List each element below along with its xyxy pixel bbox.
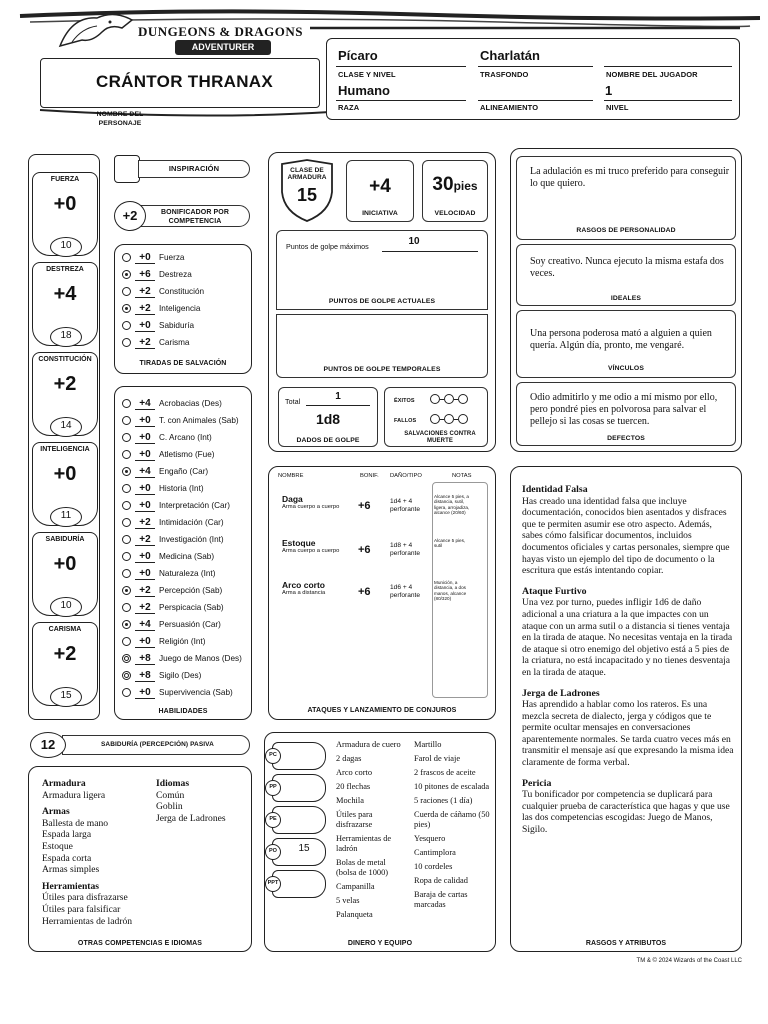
proficiencies-col-right	[156, 778, 250, 824]
attack-header-bonus: BONIF.	[360, 473, 379, 479]
proficiencies-col-left	[42, 778, 152, 927]
hit-dice-value[interactable]: 1d8	[315, 411, 341, 427]
equipment-col-right	[414, 740, 492, 910]
passive-wisdom-label: SABIDURÍA (PERCEPCIÓN) PASIVA	[62, 735, 250, 755]
personality-traits-label: RASGOS DE PERSONALIDAD	[576, 227, 676, 234]
background[interactable]: Charlatán	[480, 48, 540, 63]
tool-item: Herramientas de ladrón	[42, 915, 133, 927]
attack-type: Arma cuerpo a cuerpo	[282, 504, 340, 510]
equipment-item: Palanqueta	[336, 910, 373, 919]
saving-throw-label: Sabiduría	[159, 321, 195, 330]
feature-title: Identidad Falsa	[522, 484, 588, 495]
bonds-text: Una persona poderosa mató a alguien a quien quería. Algún día, pronto, me vengaré.	[530, 328, 712, 351]
skill-label: Sigilo (Des)	[159, 671, 202, 680]
initiative-label: INICIATIVA	[362, 210, 398, 217]
saving-throws-list	[114, 249, 252, 354]
skill-bubble[interactable]	[122, 416, 131, 425]
attacks-title: ATAQUES Y LANZAMIENTO DE CONJUROS	[307, 707, 457, 714]
skill-value: +4	[135, 398, 155, 410]
ability-score[interactable]: 11	[50, 507, 82, 527]
skill-label: Engaño (Car)	[159, 467, 209, 476]
equipment-item: Cantimplora	[414, 848, 456, 857]
weapon-item: Ballesta de mano	[42, 817, 109, 829]
attack-damage: 1d6 + 4 perforante	[390, 584, 421, 599]
coin-copper[interactable]	[269, 742, 326, 770]
equipment-item: 5 raciones (1 día)	[414, 796, 473, 805]
class-level-underline	[336, 66, 466, 67]
skill-bubble[interactable]	[122, 654, 131, 663]
ability-label: DESTREZA	[46, 266, 84, 273]
death-success-bubble[interactable]	[444, 394, 454, 404]
skill-value: +0	[135, 415, 155, 427]
initiative-value[interactable]: +4	[369, 176, 391, 197]
coin-icon: PE	[265, 812, 281, 828]
feature-item	[522, 688, 734, 769]
ability-score[interactable]: 15	[50, 687, 82, 707]
death-success-bubble[interactable]	[458, 394, 468, 404]
ability-label: CARISMA	[48, 626, 82, 633]
attack-damage: 1d4 + 4 perforante	[390, 498, 421, 513]
hp-current-label: PUNTOS DE GOLPE ACTUALES	[328, 298, 436, 305]
ability-score[interactable]: 18	[50, 327, 82, 347]
inspiration-checkbox[interactable]	[114, 155, 140, 183]
equipment-item: Herramientas de ladrón	[336, 834, 392, 853]
equipment-item: Farol de viaje	[414, 754, 461, 763]
skill-row[interactable]	[122, 684, 246, 701]
ability-strength[interactable]	[32, 172, 98, 256]
equipment-item: Arco corto	[336, 768, 373, 777]
skill-label: Medicina (Sab)	[159, 552, 215, 561]
skill-label: Atletismo (Fue)	[159, 450, 215, 459]
skill-row[interactable]	[122, 531, 246, 548]
death-success-label: ÉXITOS	[394, 398, 415, 404]
hit-dice-total-value[interactable]: 1	[335, 391, 341, 402]
skills-title: HABILIDADES	[158, 708, 208, 715]
bonds-label: VÍNCULOS	[608, 365, 644, 372]
equipment-item: 2 frascos de aceite	[414, 768, 476, 777]
saving-throw-row[interactable]	[122, 283, 246, 300]
death-fail-bubbles[interactable]	[430, 414, 468, 424]
feature-item	[522, 586, 734, 679]
bonds[interactable]	[530, 328, 730, 352]
equipment-item: 2 dagas	[336, 754, 362, 763]
features-title: RASGOS Y ATRIBUTOS	[585, 940, 667, 947]
equipment-item: Útiles para disfrazarse	[336, 810, 373, 829]
level-underline	[604, 100, 732, 101]
ability-intelligence[interactable]	[32, 442, 98, 526]
equipment-item: 5 velas	[336, 896, 360, 905]
attack-name: Arco corto	[282, 580, 325, 590]
feature-title: Pericia	[522, 777, 552, 789]
skill-label: Interpretación (Car)	[159, 501, 230, 510]
language-item: Jerga de Ladrones	[156, 812, 226, 824]
saving-throw-value: +2	[135, 303, 155, 315]
skill-bubble[interactable]	[122, 688, 131, 697]
skill-value: +2	[135, 602, 155, 614]
saving-throw-row[interactable]	[122, 266, 246, 283]
proficiency-bubble[interactable]	[122, 253, 131, 262]
features-list	[522, 484, 734, 836]
skill-label: Supervivencia (Sab)	[159, 688, 233, 697]
skill-bubble[interactable]	[122, 552, 131, 561]
skill-value: +0	[135, 551, 155, 563]
player-name-label: NOMBRE DEL JUGADOR	[606, 70, 698, 79]
death-fail-bubble[interactable]	[430, 414, 440, 424]
skill-row[interactable]	[122, 412, 246, 429]
skill-row[interactable]	[122, 667, 246, 684]
skill-value: +0	[135, 500, 155, 512]
race[interactable]: Humano	[338, 83, 390, 98]
skill-row[interactable]	[122, 463, 246, 480]
proficiencies-title: OTRAS COMPETENCIAS E IDIOMAS	[77, 940, 203, 947]
skill-label: Juego de Manos (Des)	[159, 654, 242, 663]
equipment-item: 10 cordeles	[414, 862, 453, 871]
flaws-label: DEFECTOS	[607, 435, 645, 442]
attack-bonus: +6	[358, 544, 371, 556]
proficiency-bubble[interactable]	[122, 321, 131, 330]
skill-label: Religión (Int)	[159, 637, 206, 646]
skill-label: T. con Animales (Sab)	[159, 416, 239, 425]
attack-bonus: +6	[358, 500, 371, 512]
skill-bubble[interactable]	[122, 569, 131, 578]
armor-class-label: CLASE DE ARMADURA	[287, 167, 327, 181]
skill-bubble[interactable]	[122, 586, 131, 595]
coin-icon: PO	[265, 844, 281, 860]
skill-bubble[interactable]	[122, 637, 131, 646]
armor-item: Armadura ligera	[42, 789, 106, 801]
skill-row[interactable]	[122, 429, 246, 446]
attack-header-name: NOMBRE	[278, 473, 304, 479]
ability-score[interactable]: 10	[50, 237, 82, 257]
skill-value: +0	[135, 483, 155, 495]
equipment-item: Bolas de metal (bolsa de 1000)	[336, 858, 389, 877]
skill-bubble[interactable]	[122, 467, 131, 476]
race-label: RAZA	[338, 103, 360, 112]
speed-value[interactable]: 30	[432, 174, 454, 195]
skill-value: +4	[135, 466, 155, 478]
saving-throw-row[interactable]	[122, 249, 246, 266]
saving-throw-label: Carisma	[159, 338, 190, 347]
attack-type: Arma a distancia	[282, 590, 326, 596]
proficiency-bubble[interactable]	[122, 338, 131, 347]
equipment-item: Armadura de cuero	[336, 740, 401, 749]
skill-value: +0	[135, 687, 155, 699]
ability-label: SABIDURÍA	[45, 536, 85, 543]
equipment-title: DINERO Y EQUIPO	[347, 940, 413, 947]
skill-label: Percepción (Sab)	[159, 586, 223, 595]
skill-row[interactable]	[122, 599, 246, 616]
skill-value: +0	[135, 432, 155, 444]
attack-header-notes: NOTAS	[452, 473, 472, 479]
skill-row[interactable]	[122, 616, 246, 633]
armor-title: Armadura	[42, 778, 86, 789]
ability-modifier: +2	[53, 373, 77, 395]
player-underline	[604, 66, 732, 67]
saving-throws-title: TIRADAS DE SALVACIÓN	[139, 360, 227, 367]
attack-notes: Munición, a distancia, a dos manos, alcance (80/320)	[434, 580, 467, 602]
character-name-label: NOMBRE DEL PERSONAJE	[96, 111, 144, 127]
ideals[interactable]	[530, 256, 730, 280]
speed-unit: pies	[453, 179, 478, 193]
skill-bubble[interactable]	[122, 535, 131, 544]
attack-name: Estoque	[282, 538, 316, 548]
ideals-text: Soy creativo. Nunca ejecuto la misma estafa dos veces.	[530, 256, 724, 279]
ability-score[interactable]: 10	[50, 597, 82, 617]
skill-bubble[interactable]	[122, 518, 131, 527]
header	[0, 0, 768, 140]
saving-throw-row[interactable]	[122, 317, 246, 334]
inspiration-label: INSPIRACIÓN	[138, 160, 250, 178]
skill-bubble[interactable]	[122, 671, 131, 680]
skill-row[interactable]	[122, 582, 246, 599]
attack-name: Daga	[282, 494, 303, 504]
skill-label: Investigación (Int)	[159, 535, 224, 544]
skill-value: +4	[135, 619, 155, 631]
language-item: Goblin	[156, 801, 183, 813]
speed-value-wrap	[422, 174, 488, 196]
hp-max-underline	[382, 251, 478, 252]
skill-row[interactable]	[122, 565, 246, 582]
equipment-item: Yesquero	[414, 834, 446, 843]
equipment-item: Mochila	[336, 796, 364, 805]
ability-score[interactable]: 14	[50, 417, 82, 437]
skill-bubble[interactable]	[122, 603, 131, 612]
saving-throw-label: Constitución	[159, 287, 205, 296]
skill-bubble[interactable]	[122, 501, 131, 510]
attack-notes: Alcance 5 pies, a distancia, sutil, ligera, arrojadiza, alcance (20/60)	[434, 494, 470, 516]
attack-notes: Alcance 5 pies, sutil	[434, 538, 466, 549]
skill-row[interactable]	[122, 480, 246, 497]
coin-icon: PP	[265, 780, 281, 796]
feature-text: Has creado una identidad falsa que incluye documentación, conocidos bien asentados y disfraces que te permiten asumir ese otro aspecto. Además, sabes cómo falsificar documentos, incluidos documentos oficiales y cartas personales, siempre que hayas visto un ejemplo del tipo de documento o la escritura que estás intentando copiar.	[522, 495, 730, 577]
feature-text: Tu bonificador por competencia se duplicará para cualquier prueba de característica que hagas y que use las dos competencias escogidas: Juego de Manos, Sigilo.	[522, 789, 730, 836]
saving-throw-value: +2	[135, 286, 155, 298]
feature-title: Ataque Furtivo	[522, 585, 587, 597]
equipment-item: 20 flechas	[336, 782, 371, 791]
proficiency-bubble[interactable]	[122, 270, 131, 279]
weapon-item: Armas simples	[42, 864, 100, 876]
logo-title: DUNGEONS & DRAGONS	[138, 24, 304, 39]
skill-value: +2	[135, 517, 155, 529]
hp-max-value[interactable]: 10	[408, 236, 420, 247]
feature-title: Jerga de Ladrones	[522, 687, 600, 699]
equipment-item: Cuerda de cáñamo (50 pies)	[414, 810, 490, 829]
attack-bonus: +6	[358, 586, 371, 598]
ability-wisdom[interactable]	[32, 532, 98, 616]
ability-modifier: +0	[53, 553, 77, 575]
feature-item	[522, 778, 734, 836]
languages-title: Idiomas	[156, 778, 190, 789]
proficiency-bonus-label: BONIFICADOR POR COMPETENCIA	[140, 205, 250, 227]
saving-throw-value: +0	[135, 320, 155, 332]
saving-throw-label: Destreza	[159, 270, 192, 279]
race-underline	[336, 100, 466, 101]
hp-temp-label: PUNTOS DE GOLPE TEMPORALES	[323, 366, 441, 373]
weapon-item: Espada larga	[42, 829, 92, 841]
equipment-item: 10 pitones de escalada	[414, 782, 490, 791]
ability-label: INTELIGENCIA	[40, 446, 90, 453]
coin-icon: PPT	[265, 876, 281, 892]
hit-dice-total-label: Total	[285, 397, 301, 406]
coin-gold[interactable]	[269, 838, 326, 866]
saving-throw-label: Inteligencia	[159, 304, 201, 313]
skill-bubble[interactable]	[122, 484, 131, 493]
attack-type: Arma cuerpo a cuerpo	[282, 548, 340, 554]
skill-label: Acrobacias (Des)	[159, 399, 222, 408]
skill-bubble[interactable]	[122, 450, 131, 459]
weapons-title: Armas	[42, 806, 70, 818]
death-success-bubble[interactable]	[430, 394, 440, 404]
skill-bubble[interactable]	[122, 433, 131, 442]
saving-throw-row[interactable]	[122, 334, 246, 351]
equipment-item: Martillo	[414, 740, 442, 749]
skill-label: Perspicacia (Sab)	[159, 603, 224, 612]
skill-value: +2	[135, 585, 155, 597]
saving-throw-row[interactable]	[122, 300, 246, 317]
hit-dice-total-underline	[306, 405, 370, 406]
background-label: TRASFONDO	[480, 70, 529, 79]
proficiency-bubble[interactable]	[122, 304, 131, 313]
skill-value: +2	[135, 534, 155, 546]
logo-subtitle-banner: ADVENTURER	[175, 40, 271, 55]
skill-value: +0	[135, 636, 155, 648]
proficiency-bonus-value[interactable]: +2	[114, 201, 146, 231]
skill-row[interactable]	[122, 395, 246, 412]
saving-throw-value: +0	[135, 252, 155, 264]
personality-traits-text: La adulación es mi truco preferido para conseguir lo que quiero.	[530, 166, 730, 189]
skill-value: +0	[135, 568, 155, 580]
skill-row[interactable]	[122, 650, 246, 667]
skill-row[interactable]	[122, 497, 246, 514]
death-fail-bubble[interactable]	[458, 414, 468, 424]
background-underline	[478, 66, 593, 67]
skill-label: C. Arcano (Int)	[159, 433, 212, 442]
alignment-label: ALINEAMIENTO	[480, 103, 539, 112]
attack-row[interactable]	[274, 578, 490, 620]
equipment-item: Ropa de calidad	[414, 876, 468, 885]
hp-max-label: Puntos de golpe máximos	[286, 242, 369, 251]
skill-label: Persuasión (Car)	[159, 620, 221, 629]
tools-title: Herramientas	[42, 880, 100, 892]
skill-bubble[interactable]	[122, 399, 131, 408]
attack-row[interactable]	[274, 492, 490, 534]
armor-class-value[interactable]: 15	[296, 185, 318, 205]
tool-item: Útiles para falsificar	[42, 903, 121, 915]
death-fail-label: FALLOS	[394, 418, 417, 424]
ability-modifier: +0	[53, 463, 77, 485]
feature-text: Una vez por turno, puedes infligir 1d6 de daño adicional a una criatura a la que impactes con un ataque con un arma sutil o a distancia si tienes ventaja en la tirada de ataque. No necesitas ventaja en la tirada de ataque si otro enemigo del objetivo está a 5 pies de la criatura, no está incapacitado y no tienes desventaja en la tirada de ataque.	[522, 597, 733, 678]
skill-row[interactable]	[122, 633, 246, 650]
equipment-col-left	[336, 740, 408, 920]
equipment-item: Baraja de cartas marcadas	[414, 890, 468, 909]
coin-icon: PC	[265, 748, 281, 764]
saving-throw-value: +6	[135, 269, 155, 281]
level[interactable]: 1	[605, 83, 613, 98]
ability-modifier: +4	[53, 283, 77, 305]
attack-row[interactable]	[274, 536, 490, 578]
coin-platinum[interactable]	[267, 870, 326, 898]
feature-item	[522, 484, 734, 577]
personality-traits[interactable]	[530, 166, 730, 190]
flaws-text: Odio admitirlo y me odio a mí mismo por ello, pero pondré pies en polvorosa para salvar el pellejo si las cosas se tuercen.	[530, 392, 718, 427]
character-name[interactable]: CRÁNTOR THRANAX	[96, 72, 274, 91]
skill-row[interactable]	[122, 446, 246, 463]
language-item: Común	[156, 789, 185, 801]
passive-wisdom-value[interactable]: 12	[30, 732, 66, 758]
skill-row[interactable]	[122, 548, 246, 565]
skill-value: +8	[135, 653, 155, 665]
coin-silver[interactable]	[269, 774, 326, 802]
ideals-label: IDEALES	[610, 295, 642, 302]
level-label: NIVEL	[606, 103, 629, 112]
saving-throw-value: +2	[135, 337, 155, 349]
alignment-underline	[478, 100, 593, 101]
ability-label: CONSTITUCIÓN	[38, 356, 92, 363]
skill-bubble[interactable]	[122, 620, 131, 629]
death-saves-label: SALVACIONES CONTRA MUERTE	[404, 431, 476, 444]
feature-text: Has aprendido a hablar como los rateros. Es una mezcla secreta de dialecto, jerga y códigos que te permite ocultar mensajes en conversaciones aparentemente normales. Se tarda cuatro veces más en transmitir el mensaje así que expresando la misma idea claramente de forma verbal.	[522, 699, 734, 769]
skills-list	[114, 395, 252, 699]
death-fail-bubble[interactable]	[444, 414, 454, 424]
weapon-item: Estoque	[42, 840, 73, 852]
skill-label: Historia (Int)	[159, 484, 204, 493]
skill-label: Intimidación (Car)	[159, 518, 224, 527]
dragon-logo-icon	[52, 6, 142, 58]
skill-row[interactable]	[122, 514, 246, 531]
death-success-bubbles[interactable]	[430, 394, 468, 404]
ability-label: FUERZA	[50, 176, 80, 183]
proficiency-bubble[interactable]	[122, 287, 131, 296]
ability-modifier: +2	[53, 643, 77, 665]
skill-label: Naturaleza (Int)	[159, 569, 216, 578]
flaws[interactable]	[530, 392, 730, 428]
hit-dice-label: DADOS DE GOLPE	[296, 437, 360, 444]
coin-electrum[interactable]	[269, 806, 326, 834]
skill-value: +0	[135, 449, 155, 461]
saving-throw-label: Fuerza	[159, 253, 185, 262]
ability-charisma[interactable]	[32, 622, 98, 706]
class-level[interactable]: Pícaro	[338, 48, 378, 63]
ability-modifier: +0	[53, 193, 77, 215]
class-level-label: CLASE Y NIVEL	[338, 70, 396, 79]
weapon-item: Espada corta	[42, 852, 92, 864]
ability-dexterity[interactable]	[32, 262, 98, 346]
tool-item: Útiles para disfrazarse	[42, 892, 128, 904]
ability-constitution[interactable]	[32, 352, 98, 436]
attack-damage: 1d8 + 4 perforante	[390, 542, 421, 557]
coin-value[interactable]: 15	[298, 843, 310, 854]
copyright-footer: TM & © 2024 Wizards of the Coast LLC	[636, 958, 742, 964]
skill-value: +8	[135, 670, 155, 682]
equipment-item: Campanilla	[336, 882, 375, 891]
speed-label: VELOCIDAD	[434, 210, 476, 217]
attack-header-damage: DAÑO/TIPO	[390, 473, 422, 479]
